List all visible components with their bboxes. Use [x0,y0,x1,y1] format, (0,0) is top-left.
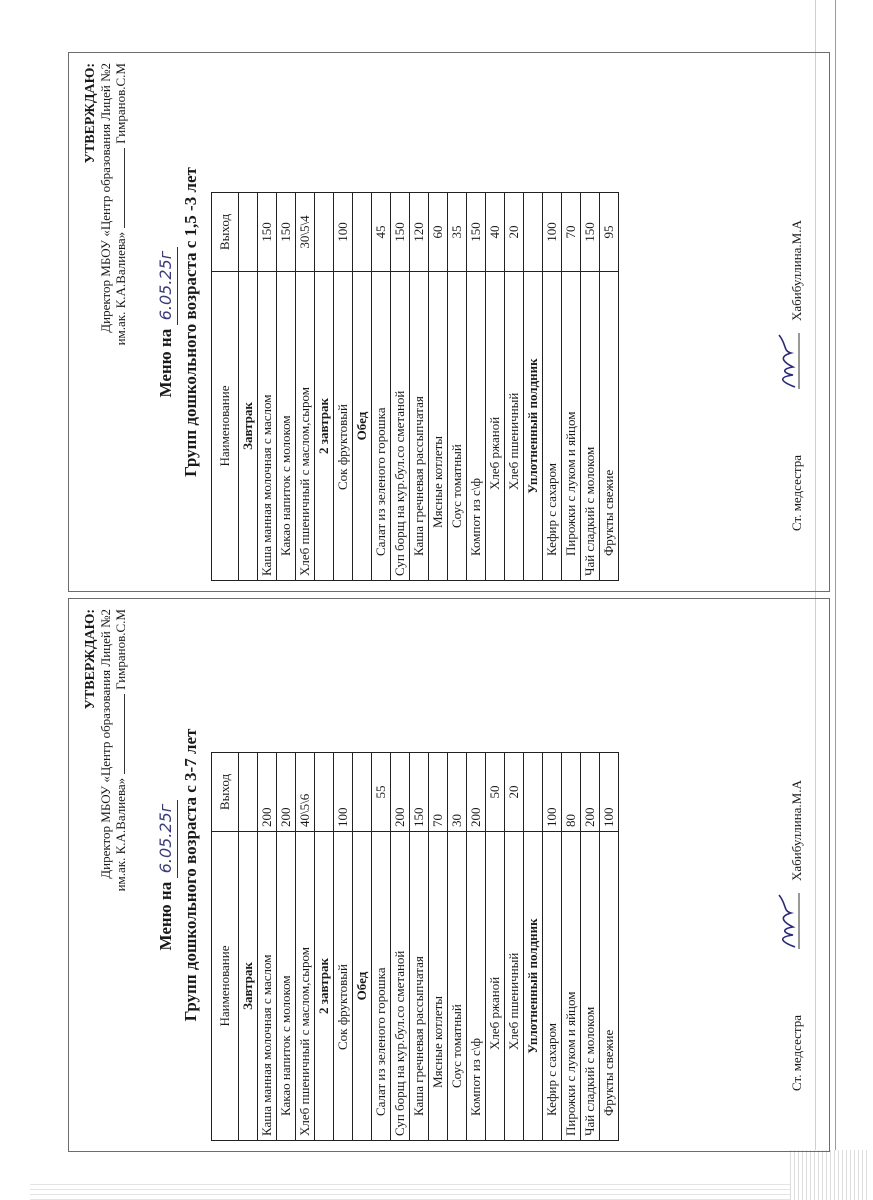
dish-name: Компот из с\ф [467,832,486,1141]
dish-output: 120 [410,193,429,272]
section-title: Уплотненный полдник [524,272,543,581]
dish-output: 200 [467,753,486,832]
page-content [69,53,829,591]
signature-blank [124,148,125,228]
menu-label: Меню на [156,881,175,951]
table-row [505,753,524,1141]
approval-director-line: Директор МБОУ «Центр образования Лицей №2 [98,609,113,879]
approval-director-line: Директор МБОУ «Центр образования Лицей №2 [98,63,113,333]
dish-name: Хлеб ржаной [486,272,505,581]
nurse-label: Ст. медсестра [789,454,804,531]
nurse-name: Хабибуллина.М.А [789,220,804,321]
scan-noise [30,1180,790,1200]
table-row [334,193,353,581]
nurse-name: Хабибуллина.М.А [789,780,804,881]
table-row [543,193,562,581]
dish-name: Салат из зеленого горошка [372,272,391,581]
scan-noise [790,1150,870,1200]
table-row [600,753,619,1141]
table-row [562,193,581,581]
dish-output: 200 [277,753,296,832]
dish-name: Мясные котлеты [429,832,448,1141]
dish-name: Суп борщ на кур.бул.со сметаной [391,272,410,581]
menu-title [155,53,178,591]
dish-output: 200 [391,753,410,832]
approval-heading: УТВЕРЖДАЮ: [83,63,98,164]
table-row [429,753,448,1141]
dish-output: 200 [581,753,600,832]
dish-name: Сок фруктовый [334,272,353,581]
section-row [353,753,372,1141]
table-row [486,193,505,581]
header-name: Наименование [212,272,239,581]
section-title: 2 завтрак [315,272,334,581]
table-row [486,753,505,1141]
table-row [296,193,315,581]
table-row [372,753,391,1141]
dish-name: Пирожки с луком и яйцом [562,272,581,581]
dish-output: 150 [277,193,296,272]
section-row [315,193,334,581]
dish-output: 100 [600,753,619,832]
handwritten-signature [773,891,803,951]
handwritten-date: 6.05.25г [155,800,178,878]
dish-output: 100 [334,753,353,832]
dish-output: 100 [543,193,562,272]
dish-name: Фрукты свежие [600,832,619,1141]
dish-name: Соус томатный [448,272,467,581]
table-row [334,753,353,1141]
dish-output: 80 [562,753,581,832]
table-row [277,753,296,1141]
section-title: Уплотненный полдник [524,832,543,1141]
section-title: Завтрак [239,832,258,1141]
dish-output: 30 [448,753,467,832]
section-row [315,753,334,1141]
header-name: Наименование [212,832,239,1141]
dish-output: 20 [505,193,524,272]
dish-name: Хлеб пшеничный с маслом,сыром [296,832,315,1141]
handwritten-signature [773,331,803,391]
menu-sheet-1-5-3 [68,52,830,592]
menu-label: Меню на [156,328,175,398]
table-row [372,193,391,581]
dish-name: Компот из с\ф [467,272,486,581]
table-row [562,753,581,1141]
dish-output: 45 [372,193,391,272]
dish-name: Хлеб пшеничный с маслом,сыром [296,272,315,581]
table-row [505,193,524,581]
dish-name: Кефир с сахаром [543,272,562,581]
table-header-row [212,753,239,1141]
table-header-row [212,193,239,581]
dish-output: 200 [258,753,277,832]
dish-name: Кефир с сахаром [543,832,562,1141]
menu-title [155,599,178,1151]
table-row [258,753,277,1141]
approval-director-name: Гимранов.С.М [113,63,128,144]
table-row [448,753,467,1141]
table-row [581,193,600,581]
approval-school-name: им.ак. К.А.Валиева» [113,777,128,892]
table-row [448,193,467,581]
dish-output: 95 [600,193,619,272]
page-content [69,599,829,1151]
table-row [429,193,448,581]
approval-signature-line [113,609,128,891]
approval-signature-line [113,63,128,345]
table-row [410,753,429,1141]
table-row [410,193,429,581]
dish-output: 35 [448,193,467,272]
section-title: Обед [353,832,372,1141]
dish-name: Каша манная молочная с маслом [258,832,277,1141]
table-row [543,753,562,1141]
section-title: Обед [353,272,372,581]
dish-output: 40 [486,193,505,272]
dish-output: 150 [258,193,277,272]
dish-name: Салат из зеленого горошка [372,832,391,1141]
section-title: Завтрак [239,272,258,581]
dish-name: Хлеб пшеничный [505,272,524,581]
menu-table [211,192,619,581]
dish-output: 150 [467,193,486,272]
table-row [258,193,277,581]
menu-table [211,752,619,1141]
section-row [239,753,258,1141]
dish-name: Какао напиток с молоком [277,272,296,581]
dish-name: Каша манная молочная с маслом [258,272,277,581]
dish-output: 30\5\4 [296,193,315,272]
nurse-label: Ст. медсестра [789,1014,804,1091]
table-row [581,753,600,1141]
section-title: 2 завтрак [315,832,334,1141]
scan-edge-line [835,0,836,1200]
table-row [600,193,619,581]
dish-output: 40\5\6 [296,753,315,832]
dish-name: Каша гречневая рассыпчатая [410,832,429,1141]
section-row [353,193,372,581]
dish-output: 70 [429,753,448,832]
dish-name: Хлеб ржаной [486,832,505,1141]
table-row [391,753,410,1141]
table-row [296,753,315,1141]
dish-name: Пирожки с луком и яйцом [562,832,581,1141]
dish-name: Сок фруктовый [334,832,353,1141]
dish-name: Соус томатный [448,832,467,1141]
rotated-page [69,53,829,591]
dish-output: 55 [372,753,391,832]
section-row [524,753,543,1141]
dish-output: 150 [581,193,600,272]
handwritten-date: 6.05.25г [155,247,178,325]
dish-name: Фрукты свежие [600,272,619,581]
dish-name: Каша гречневая рассыпчатая [410,272,429,581]
dish-output: 100 [543,753,562,832]
dish-name: Суп борщ на кур.бул.со сметаной [391,832,410,1141]
table-row [467,753,486,1141]
signature-blank [124,694,125,774]
header-output: Выход [212,753,239,832]
table-row [277,193,296,581]
section-row [524,193,543,581]
dish-name: Какао напиток с молоком [277,832,296,1141]
dish-name: Чай сладкий с молоком [581,272,600,581]
dish-output: 100 [334,193,353,272]
dish-name: Чай сладкий с молоком [581,832,600,1141]
dish-name: Хлеб пшеничный [505,832,524,1141]
menu-sheet-3-7 [68,598,830,1152]
dish-output: 150 [410,753,429,832]
header-output: Выход [212,193,239,272]
dish-output: 70 [562,193,581,272]
dish-name: Мясные котлеты [429,272,448,581]
table-row [467,193,486,581]
approval-director-name: Гимранов.С.М [113,609,128,690]
group-title: Групп дошкольного возраста с 3-7 лет [181,728,200,1022]
dish-output: 20 [505,753,524,832]
dish-output: 60 [429,193,448,272]
approval-school-name: им.ак. К.А.Валиева» [113,231,128,346]
approval-heading: УТВЕРЖДАЮ: [83,609,98,710]
dish-output: 150 [391,193,410,272]
rotated-page [69,599,829,1151]
approval-block [83,609,128,891]
section-row [239,193,258,581]
approval-block [83,63,128,345]
table-row [391,193,410,581]
dish-output: 50 [486,753,505,832]
group-title: Групп дошкольного возраста с 1,5 -3 лет [181,167,200,477]
